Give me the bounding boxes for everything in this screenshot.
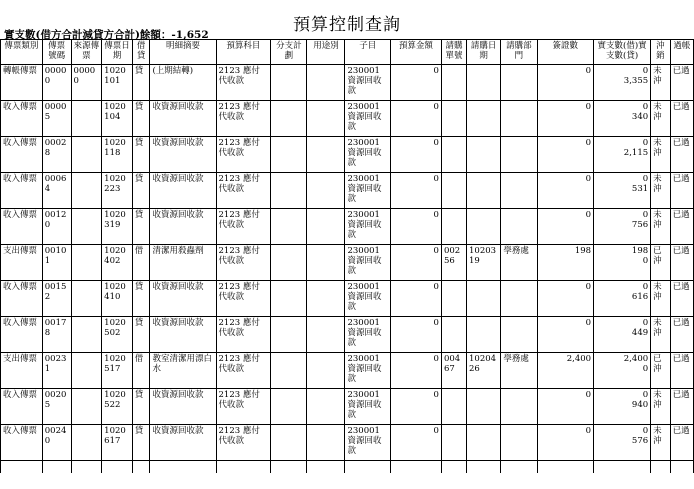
- cell-settle: 未沖: [651, 425, 671, 461]
- cell-plan: [271, 101, 307, 137]
- cell-date: 1020410: [102, 281, 133, 317]
- cell-debit-credit: [594, 137, 651, 173]
- cell-no: 00064: [42, 173, 71, 209]
- cell-date: 1020517: [102, 353, 133, 389]
- empty-cell: [390, 461, 441, 474]
- cell-use: [307, 353, 345, 389]
- debit-value: 0: [642, 390, 649, 400]
- cell-use: [307, 245, 345, 281]
- cell-src: [71, 425, 102, 461]
- cell-desc: 教室清潔用漂白水: [150, 353, 216, 389]
- cell-desc: 收資源回收款: [150, 281, 216, 317]
- credit-value: 576: [631, 436, 649, 446]
- cell-req-date: [467, 209, 501, 245]
- cell-budget: 0: [390, 389, 441, 425]
- cell-budget: 0: [390, 281, 441, 317]
- cell-acct: 2123 應付代收款: [216, 173, 271, 209]
- table-row: [1, 65, 694, 101]
- cell-use: [307, 317, 345, 353]
- cell-plan: [271, 209, 307, 245]
- cell-use: [307, 209, 345, 245]
- credit-value: 3,355: [623, 76, 649, 86]
- cell-visa: 0: [537, 425, 594, 461]
- cell-settle: 未沖: [651, 173, 671, 209]
- debit-value: 0: [642, 138, 649, 148]
- column-header: 分支計劃: [271, 40, 307, 65]
- cell-desc: 清潔用殺蟲劑: [150, 245, 216, 281]
- column-header: 來源傳票: [71, 40, 102, 65]
- cell-type: 收入傳票: [1, 101, 43, 137]
- cell-visa: 0: [537, 317, 594, 353]
- table-row: [1, 353, 694, 389]
- cell-desc: 收資源回收款: [150, 101, 216, 137]
- cell-plan: [271, 425, 307, 461]
- cell-req-no: [441, 101, 466, 137]
- cell-post: 已過: [670, 245, 693, 281]
- cell-use: [307, 425, 345, 461]
- table-row: [1, 209, 694, 245]
- cell-req-no: 00467: [441, 353, 466, 389]
- cell-use: [307, 389, 345, 425]
- cell-acct: 2123 應付代收款: [216, 245, 271, 281]
- cell-acct: 2123 應付代收款: [216, 101, 271, 137]
- debit-value: 0: [642, 426, 649, 436]
- credit-value: 616: [631, 292, 649, 302]
- column-header: 預算金額: [390, 40, 441, 65]
- cell-src: [71, 389, 102, 425]
- cell-req-no: [441, 65, 466, 101]
- credit-value: 449: [631, 328, 649, 338]
- cell-desc: 收資源回收款: [150, 425, 216, 461]
- cell-plan: [271, 281, 307, 317]
- empty-cell: [42, 461, 71, 474]
- cell-no: 00028: [42, 137, 71, 173]
- cell-dept: [501, 281, 537, 317]
- credit-value: 340: [631, 112, 649, 122]
- cell-use: [307, 65, 345, 101]
- cell-plan: [271, 137, 307, 173]
- cell-debit-credit: [594, 317, 651, 353]
- cell-type: 收入傳票: [1, 209, 43, 245]
- credit-value: 940: [631, 400, 649, 410]
- table-row: [1, 317, 694, 353]
- cell-date: 1020617: [102, 425, 133, 461]
- cell-type: 支出傳票: [1, 353, 43, 389]
- credit-value: 531: [631, 184, 649, 194]
- cell-src: [71, 137, 102, 173]
- cell-sub: 230001 資源回收款: [345, 389, 390, 425]
- cell-sub: 230001 資源回收款: [345, 137, 390, 173]
- cell-desc: 收資源回收款: [150, 137, 216, 173]
- cell-req-no: [441, 317, 466, 353]
- cell-req-date: [467, 425, 501, 461]
- cell-dc: 貸: [132, 137, 150, 173]
- cell-sub: 230001 資源回收款: [345, 317, 390, 353]
- page-title: 預算控制查詢: [293, 15, 401, 35]
- empty-cell: [150, 461, 216, 474]
- column-header: 借貸: [132, 40, 150, 65]
- cell-date: 1020402: [102, 245, 133, 281]
- debit-value: 0: [642, 102, 649, 112]
- cell-acct: 2123 應付代收款: [216, 389, 271, 425]
- cell-req-date: [467, 65, 501, 101]
- debit-value: 0: [642, 66, 649, 76]
- cell-post: 已過: [670, 101, 693, 137]
- cell-sub: 230001 資源回收款: [345, 101, 390, 137]
- cell-budget: 0: [390, 353, 441, 389]
- balance-summary: 實支數(借方合計減貸方合計)餘額：-1,652: [4, 29, 209, 41]
- cell-date: 1020223: [102, 173, 133, 209]
- cell-visa: 0: [537, 137, 594, 173]
- cell-acct: 2123 應付代收款: [216, 65, 271, 101]
- cell-type: 收入傳票: [1, 389, 43, 425]
- debit-value: 0: [642, 318, 649, 328]
- cell-plan: [271, 353, 307, 389]
- cell-visa: 0: [537, 173, 594, 209]
- cell-dept: [501, 425, 537, 461]
- cell-debit-credit: [594, 209, 651, 245]
- column-header: 傳票日期: [102, 40, 133, 65]
- debit-value: 0: [642, 282, 649, 292]
- cell-desc: 收資源回收款: [150, 173, 216, 209]
- cell-req-no: [441, 137, 466, 173]
- cell-req-no: [441, 173, 466, 209]
- empty-cell: [307, 461, 345, 474]
- cell-budget: 0: [390, 65, 441, 101]
- cell-req-date: [467, 281, 501, 317]
- cell-visa: 2,400: [537, 353, 594, 389]
- cell-post: 已過: [670, 209, 693, 245]
- cell-type: 收入傳票: [1, 425, 43, 461]
- cell-dc: 貸: [132, 173, 150, 209]
- empty-cell: [1, 461, 43, 474]
- cell-req-date: 1020426: [467, 353, 501, 389]
- empty-cell: [441, 461, 466, 474]
- cell-sub: 230001 資源回收款: [345, 353, 390, 389]
- cell-dc: 貸: [132, 65, 150, 101]
- cell-post: 已過: [670, 65, 693, 101]
- cell-date: 1020101: [102, 65, 133, 101]
- column-header: 請購單號: [441, 40, 466, 65]
- empty-cell: [651, 461, 671, 474]
- cell-post: 已過: [670, 281, 693, 317]
- cell-dept: [501, 65, 537, 101]
- cell-visa: 0: [537, 281, 594, 317]
- cell-dc: 貸: [132, 425, 150, 461]
- cell-debit-credit: [594, 281, 651, 317]
- cell-no: 00101: [42, 245, 71, 281]
- empty-cell: [670, 461, 693, 474]
- cell-type: 收入傳票: [1, 317, 43, 353]
- cell-budget: 0: [390, 245, 441, 281]
- cell-budget: 0: [390, 317, 441, 353]
- column-header: 簽證數: [537, 40, 594, 65]
- cell-date: 1020502: [102, 317, 133, 353]
- cell-src: [71, 353, 102, 389]
- cell-src: 00000: [71, 65, 102, 101]
- cell-budget: 0: [390, 209, 441, 245]
- cell-src: [71, 173, 102, 209]
- credit-value: 0: [642, 256, 649, 266]
- credit-value: 0: [642, 364, 649, 374]
- cell-settle: 未沖: [651, 281, 671, 317]
- debit-value: 0: [642, 210, 649, 220]
- cell-req-no: [441, 425, 466, 461]
- cell-sub: 230001 資源回收款: [345, 425, 390, 461]
- cell-debit-credit: [594, 173, 651, 209]
- cell-dc: 貸: [132, 281, 150, 317]
- cell-dept: 學務處: [501, 353, 537, 389]
- table-row: [1, 137, 694, 173]
- column-header: 用途別: [307, 40, 345, 65]
- cell-req-date: [467, 317, 501, 353]
- empty-cell: [271, 461, 307, 474]
- cell-req-date: [467, 137, 501, 173]
- table-row: [1, 101, 694, 137]
- cell-date: 1020319: [102, 209, 133, 245]
- cell-post: 已過: [670, 425, 693, 461]
- cell-visa: 0: [537, 389, 594, 425]
- column-header: 請購部門: [501, 40, 537, 65]
- cell-dept: 學務處: [501, 245, 537, 281]
- column-header: 明細摘要: [150, 40, 216, 65]
- cell-req-no: [441, 281, 466, 317]
- empty-cell: [71, 461, 102, 474]
- cell-acct: 2123 應付代收款: [216, 353, 271, 389]
- column-header: 傳票類別: [1, 40, 43, 65]
- cell-req-no: 00256: [441, 245, 466, 281]
- cell-no: 00205: [42, 389, 71, 425]
- cell-type: 支出傳票: [1, 245, 43, 281]
- budget-table: [0, 39, 694, 473]
- credit-value: 2,115: [623, 148, 649, 158]
- cell-type: 收入傳票: [1, 281, 43, 317]
- cell-plan: [271, 65, 307, 101]
- cell-settle: 未沖: [651, 389, 671, 425]
- cell-post: 已過: [670, 353, 693, 389]
- cell-post: 已過: [670, 137, 693, 173]
- cell-req-no: [441, 389, 466, 425]
- cell-settle: 未沖: [651, 101, 671, 137]
- cell-visa: 198: [537, 245, 594, 281]
- cell-desc: (上期結轉): [150, 65, 216, 101]
- empty-cell: [537, 461, 594, 474]
- cell-no: 00005: [42, 101, 71, 137]
- column-header: 過帳: [670, 40, 693, 65]
- empty-cell: [467, 461, 501, 474]
- column-header: 預算科目: [216, 40, 271, 65]
- cell-debit-credit: [594, 65, 651, 101]
- cell-acct: 2123 應付代收款: [216, 137, 271, 173]
- table-row: [1, 281, 694, 317]
- cell-dc: 貸: [132, 389, 150, 425]
- cell-req-date: [467, 389, 501, 425]
- cell-sub: 230001 資源回收款: [345, 281, 390, 317]
- cell-settle: 未沖: [651, 209, 671, 245]
- cell-req-no: [441, 209, 466, 245]
- cell-dept: [501, 209, 537, 245]
- table-header: [1, 40, 694, 65]
- cell-desc: 收資源回收款: [150, 209, 216, 245]
- cell-visa: 0: [537, 209, 594, 245]
- cell-post: 已過: [670, 317, 693, 353]
- credit-value: 756: [631, 220, 649, 230]
- cell-dc: 借: [132, 353, 150, 389]
- cell-dept: [501, 101, 537, 137]
- debit-value: 198: [631, 246, 649, 256]
- table-row: [1, 389, 694, 425]
- cell-settle: 未沖: [651, 65, 671, 101]
- cell-plan: [271, 245, 307, 281]
- cell-acct: 2123 應付代收款: [216, 425, 271, 461]
- cell-debit-credit: [594, 425, 651, 461]
- cell-post: 已過: [670, 389, 693, 425]
- cell-use: [307, 137, 345, 173]
- cell-dept: [501, 389, 537, 425]
- cell-no: 00240: [42, 425, 71, 461]
- cell-settle: 已沖: [651, 245, 671, 281]
- cell-acct: 2123 應付代收款: [216, 317, 271, 353]
- cell-use: [307, 173, 345, 209]
- cell-src: [71, 209, 102, 245]
- cell-src: [71, 317, 102, 353]
- table-row: [1, 425, 694, 461]
- debit-value: 0: [642, 174, 649, 184]
- cell-dc: 貸: [132, 101, 150, 137]
- empty-cell: [102, 461, 133, 474]
- column-header: 傳票號碼: [42, 40, 71, 65]
- empty-cell: [594, 461, 651, 474]
- cell-dept: [501, 317, 537, 353]
- empty-cell: [501, 461, 537, 474]
- cell-desc: 收資源回收款: [150, 389, 216, 425]
- cell-use: [307, 101, 345, 137]
- cell-budget: 0: [390, 173, 441, 209]
- cell-no: 00120: [42, 209, 71, 245]
- cell-settle: 未沖: [651, 137, 671, 173]
- column-header: 實支數(借)實支數(貸): [594, 40, 651, 65]
- cell-sub: 230001 資源回收款: [345, 245, 390, 281]
- cell-budget: 0: [390, 425, 441, 461]
- table-row: [1, 245, 694, 281]
- cell-debit-credit: [594, 353, 651, 389]
- cell-date: 1020522: [102, 389, 133, 425]
- cell-plan: [271, 173, 307, 209]
- cell-acct: 2123 應付代收款: [216, 209, 271, 245]
- cell-acct: 2123 應付代收款: [216, 281, 271, 317]
- cell-plan: [271, 389, 307, 425]
- cell-no: 00000: [42, 65, 71, 101]
- empty-cell: [216, 461, 271, 474]
- cell-date: 1020104: [102, 101, 133, 137]
- cell-budget: 0: [390, 101, 441, 137]
- cell-debit-credit: [594, 389, 651, 425]
- cell-src: [71, 245, 102, 281]
- cell-req-date: 1020319: [467, 245, 501, 281]
- cell-debit-credit: [594, 245, 651, 281]
- table-row-empty: [1, 461, 694, 474]
- cell-sub: 230001 資源回收款: [345, 173, 390, 209]
- cell-sub: 230001 資源回收款: [345, 209, 390, 245]
- empty-cell: [345, 461, 390, 474]
- cell-post: 已過: [670, 173, 693, 209]
- cell-no: 00178: [42, 317, 71, 353]
- cell-no: 00231: [42, 353, 71, 389]
- table-row: [1, 173, 694, 209]
- cell-date: 1020118: [102, 137, 133, 173]
- cell-dc: 借: [132, 245, 150, 281]
- cell-type: 收入傳票: [1, 173, 43, 209]
- cell-dept: [501, 173, 537, 209]
- cell-budget: 0: [390, 137, 441, 173]
- cell-type: 收入傳票: [1, 137, 43, 173]
- cell-debit-credit: [594, 101, 651, 137]
- cell-type: 轉帳傳票: [1, 65, 43, 101]
- cell-use: [307, 281, 345, 317]
- cell-src: [71, 101, 102, 137]
- cell-dept: [501, 137, 537, 173]
- cell-req-date: [467, 173, 501, 209]
- debit-value: 2,400: [623, 354, 649, 364]
- column-header: 請購日期: [467, 40, 501, 65]
- cell-plan: [271, 317, 307, 353]
- column-header: 子目: [345, 40, 390, 65]
- cell-visa: 0: [537, 101, 594, 137]
- cell-dc: 貸: [132, 209, 150, 245]
- cell-sub: 230001 資源回收款: [345, 65, 390, 101]
- cell-req-date: [467, 101, 501, 137]
- empty-cell: [132, 461, 150, 474]
- cell-src: [71, 281, 102, 317]
- cell-settle: 未沖: [651, 317, 671, 353]
- cell-no: 00152: [42, 281, 71, 317]
- column-header: 沖銷: [651, 40, 671, 65]
- cell-desc: 收資源回收款: [150, 317, 216, 353]
- cell-visa: 0: [537, 65, 594, 101]
- cell-settle: 已沖: [651, 353, 671, 389]
- cell-dc: 貸: [132, 317, 150, 353]
